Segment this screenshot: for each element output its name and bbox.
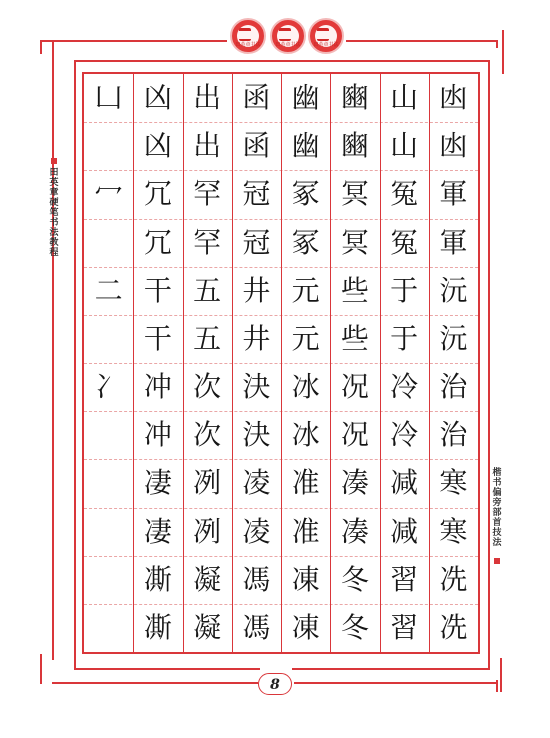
practice-character: 習	[390, 610, 419, 644]
practice-character: 凼	[439, 81, 468, 114]
logo-label: 田英章书法	[235, 42, 261, 48]
practice-character	[84, 411, 133, 459]
practice-character: 二	[94, 273, 123, 307]
practice-character: 豳	[340, 81, 369, 114]
practice-character: 出	[193, 129, 222, 163]
practice-character: 山	[390, 129, 419, 163]
practice-character: 出	[193, 81, 222, 114]
practice-character: 冲	[143, 370, 172, 403]
practice-character: 凑	[340, 466, 369, 500]
practice-character: 凑	[340, 514, 369, 548]
practice-character: 于	[390, 273, 419, 307]
practice-character: 冷	[390, 370, 419, 403]
practice-character	[84, 556, 133, 604]
practice-character: 冫	[94, 370, 123, 403]
practice-character: 冼	[439, 610, 468, 644]
logo-badge	[270, 18, 306, 54]
practice-character	[84, 604, 133, 652]
logo-label: 田英章书法	[275, 42, 301, 48]
logo-badge	[230, 18, 266, 54]
practice-character: 凄	[143, 514, 172, 548]
practice-character: 治	[439, 418, 468, 452]
practice-character: 凶	[143, 129, 172, 163]
practice-character: 准	[291, 466, 320, 500]
practice-character: 冲	[143, 418, 172, 452]
practice-character: 罕	[193, 225, 222, 259]
practice-character: 寒	[439, 514, 468, 548]
practice-character: 冬	[340, 562, 369, 596]
practice-character: 寒	[439, 466, 468, 500]
practice-character: 冗	[143, 177, 172, 211]
practice-character: 沅	[439, 321, 468, 355]
right-side-title: 楷书偏旁部首技法	[492, 468, 502, 548]
practice-character: 冤	[390, 177, 419, 211]
practice-character	[84, 315, 133, 363]
right-title-marker	[494, 558, 500, 564]
practice-character: 凝	[193, 610, 222, 644]
practice-character: 次	[193, 418, 222, 452]
practice-character: 冽	[193, 466, 222, 500]
practice-character: 沅	[439, 273, 468, 307]
practice-character: 冰	[291, 418, 320, 452]
practice-character: 减	[390, 514, 419, 548]
practice-character: 凶	[143, 81, 172, 114]
practice-character: 凵	[94, 81, 123, 114]
practice-character: 罕	[193, 177, 222, 211]
practice-character: 元	[291, 321, 320, 355]
brand-mark-icon	[317, 28, 329, 41]
practice-character: 五	[193, 273, 222, 307]
practice-character: 冠	[242, 225, 271, 259]
practice-character: 些	[340, 321, 369, 355]
left-title-marker	[51, 158, 57, 164]
practice-character: 治	[439, 370, 468, 403]
practice-character: 况	[340, 370, 369, 403]
practice-character: 軍	[439, 177, 468, 211]
practice-character: 冥	[340, 177, 369, 211]
practice-character	[84, 122, 133, 170]
practice-character: 幽	[291, 81, 320, 114]
page-number: 8	[258, 673, 292, 695]
practice-character: 函	[242, 129, 271, 163]
practice-character: 冗	[143, 225, 172, 259]
practice-character: 冽	[193, 514, 222, 548]
practice-character: 凍	[291, 562, 320, 596]
practice-character: 于	[390, 321, 419, 355]
practice-character	[84, 508, 133, 556]
practice-character: 凌	[242, 466, 271, 500]
practice-character: 准	[291, 514, 320, 548]
practice-character: 冬	[340, 610, 369, 644]
practice-character: 馮	[242, 610, 271, 644]
practice-character: 些	[340, 273, 369, 307]
practice-character: 冠	[242, 177, 271, 211]
practice-character: 軍	[439, 225, 468, 259]
practice-character: 冰	[291, 370, 320, 403]
practice-character: 干	[143, 321, 172, 355]
practice-character: 冖	[94, 177, 123, 211]
practice-character: 冢	[291, 225, 320, 259]
practice-character: 冷	[390, 418, 419, 452]
practice-character	[84, 219, 133, 267]
practice-character: 井	[242, 273, 271, 307]
brand-mark-icon	[279, 28, 291, 41]
practice-character: 凝	[193, 562, 222, 596]
practice-character: 幽	[291, 129, 320, 163]
practice-character: 冥	[340, 225, 369, 259]
practice-character: 减	[390, 466, 419, 500]
practice-character: 凍	[291, 610, 320, 644]
practice-character: 冤	[390, 225, 419, 259]
practice-character: 五	[193, 321, 222, 355]
practice-character: 元	[291, 273, 320, 307]
practice-character: 凘	[143, 610, 172, 644]
practice-character: 冢	[291, 177, 320, 211]
logo-label: 田英章书法	[313, 42, 339, 48]
brand-mark-icon	[239, 28, 251, 41]
practice-grid	[82, 72, 480, 654]
practice-character: 冼	[439, 562, 468, 596]
practice-character: 干	[143, 273, 172, 307]
practice-character: 井	[242, 321, 271, 355]
practice-character: 豳	[340, 129, 369, 163]
practice-character: 決	[242, 418, 271, 452]
left-side-title: 田英章硬笔书法教程	[49, 168, 59, 258]
practice-character: 凄	[143, 466, 172, 500]
practice-character: 况	[340, 418, 369, 452]
practice-character: 凌	[242, 514, 271, 548]
practice-character: 馮	[242, 562, 271, 596]
practice-character: 決	[242, 370, 271, 403]
practice-character: 凘	[143, 562, 172, 596]
practice-character: 習	[390, 562, 419, 596]
logo-badge	[308, 18, 344, 54]
practice-character: 函	[242, 81, 271, 114]
practice-character: 次	[193, 370, 222, 403]
practice-character: 山	[390, 81, 419, 114]
practice-character: 凼	[439, 129, 468, 163]
practice-character	[84, 459, 133, 507]
